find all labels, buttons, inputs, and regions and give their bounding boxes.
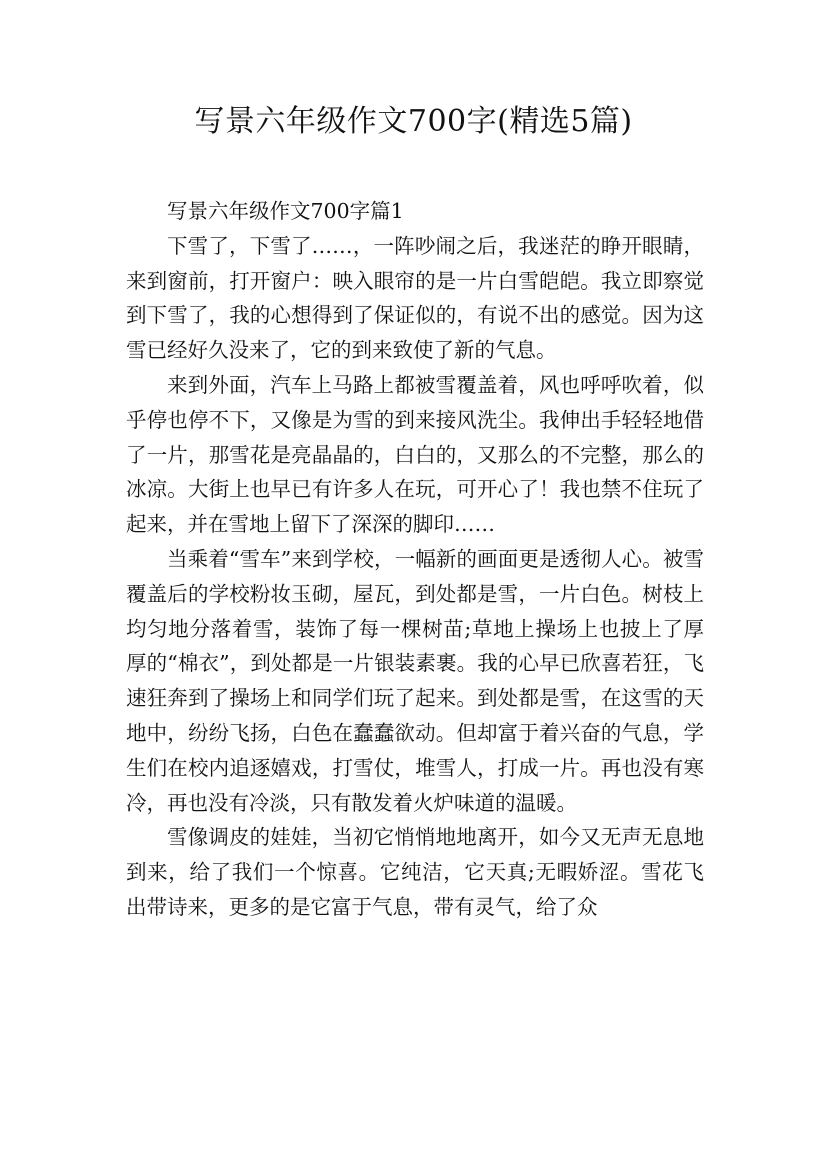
paragraph-3: 当乘着“雪车”来到学校，一幅新的画面更是透彻人心。被雪覆盖后的学校粉妆玉砌，屋瓦，到处都是雪，一片白色。树枝上均匀地分落着雪，装饰了每一棵树苗;草地上操场上也披上了厚厚的“棉衣”，到处都是一片银装素裹。我的心早已欣喜若狂，飞速狂奔到了操场上和同学们玩了起来。到处都是雪，在这雪的天地中，纷纷飞扬，白色在蠢蠢欲动。但却富于着兴奋的气息，学生们在校内追逐嬉戏，打雪仗，堆雪人，打成一片。再也没有寒冷，再也没有冷淡，只有散发着火炉味道的温暖。 <box>126 546 704 815</box>
document-body <box>126 194 704 925</box>
paragraph-1: 下雪了，下雪了……，一阵吵闹之后，我迷茫的睁开眼睛，来到窗前，打开窗户：映入眼帘的是一片白雪皑皑。我立即察觉到下雪了，我的心想得到了保证似的，有说不出的感觉。因为这雪已经好久没来了，它的到来致使了新的气息。 <box>126 233 704 363</box>
document-title: 写景六年级作文700字(精选5篇) <box>194 104 633 139</box>
paragraph-2: 来到外面，汽车上马路上都被雪覆盖着，风也呼呼吹着，似乎停也停不下，又像是为雪的到来接风洗尘。我伸出手轻轻地借了一片，那雪花是亮晶晶的，白白的，又那么的不完整，那么的冰凉。大街上也早已有许多人在玩，可开心了！我也禁不住玩了起来，并在雪地上留下了深深的脚印…… <box>126 372 704 537</box>
section-heading: 写景六年级作文700字篇1 <box>167 199 404 223</box>
paragraph-4: 雪像调皮的娃娃，当初它悄悄地地离开，如今又无声无息地到来，给了我们一个惊喜。它纯洁，它天真;无暇娇涩。雪花飞出带诗来，更多的是它富于气息，带有灵气，给了众 <box>126 825 704 919</box>
